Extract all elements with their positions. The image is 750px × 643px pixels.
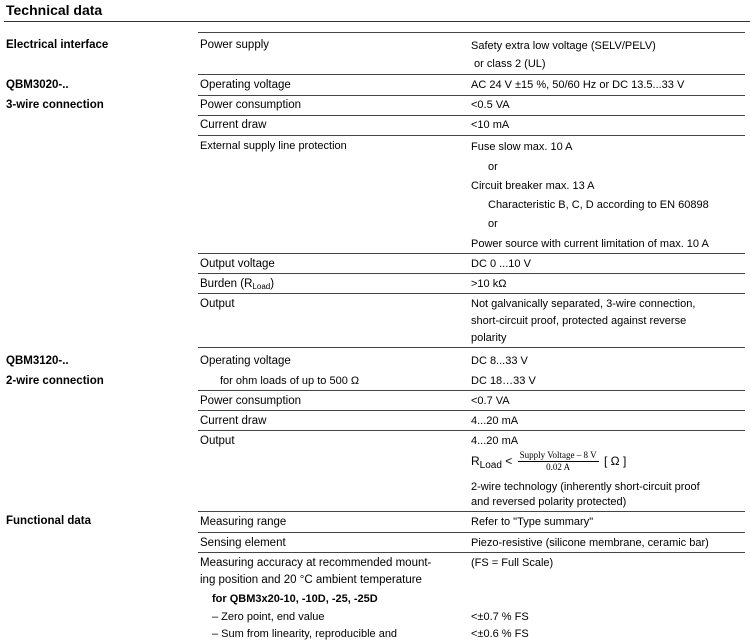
row-divider [198, 410, 745, 411]
section-qbm3120: QBM3120-.. [6, 355, 69, 367]
row-divider [198, 253, 745, 254]
label-accuracy-1: Measuring accuracy at recommended mount- [200, 557, 432, 569]
value-current-draw-2: 4...20 mA [471, 415, 519, 427]
value-output2-3: 2-wire technology (inherently short-circuit proof [471, 481, 700, 493]
label-accuracy-2: ing position and 20 °C ambient temperature [200, 574, 422, 586]
label-sum-linearity: – Sum from linearity, reproducible and [212, 628, 398, 640]
label-current-draw: Current draw [200, 119, 267, 131]
label-output-2: Output [200, 435, 235, 447]
value-protection-1: Fuse slow max. 10 A [471, 141, 573, 153]
label-measuring-range: Measuring range [200, 516, 287, 528]
value-burden: >10 kΩ [471, 278, 507, 290]
label-power-supply: Power supply [200, 39, 270, 51]
section-qbm3120-wire: 2-wire connection [6, 375, 104, 387]
title-rule [4, 21, 750, 22]
rload-subscript: Load [479, 460, 502, 471]
label-operating-voltage: Operating voltage [200, 79, 291, 91]
fraction-numerator: Supply Voltage – 8 V [519, 450, 597, 461]
value-accuracy: (FS = Full Scale) [471, 557, 554, 569]
value-power-supply-1: Safety extra low voltage (SELV/PELV) [471, 40, 656, 52]
label-external-protection: External supply line protection [200, 140, 347, 152]
value-output-3: polarity [471, 332, 507, 344]
value-power-consumption: <0.5 VA [471, 99, 510, 111]
value-current-draw: <10 mA [471, 119, 510, 131]
label-output-voltage: Output voltage [200, 258, 275, 270]
value-output-1: Not galvanically separated, 3-wire connection, [471, 298, 696, 310]
label-output: Output [200, 298, 235, 310]
rload-unit: [ Ω ] [603, 454, 627, 468]
row-divider [198, 95, 745, 96]
row-divider [198, 390, 745, 391]
rload-fraction [518, 450, 599, 473]
label-zero-point: – Zero point, end value [212, 611, 325, 623]
value-output2-4: and reversed polarity protected) [471, 496, 627, 508]
value-zero-point: <±0.7 % FS [471, 611, 529, 623]
label-models: for QBM3x20-10, -10D, -25, -25D [212, 593, 378, 605]
label-sensing-element: Sensing element [200, 537, 286, 549]
row-divider [198, 135, 745, 136]
row-divider [198, 552, 745, 553]
value-protection-4: Characteristic B, C, D according to EN 60898 [488, 199, 709, 211]
value-power-consumption-2: <0.7 VA [471, 395, 510, 407]
row-divider [198, 511, 745, 512]
row-divider [198, 74, 745, 75]
section-qbm3020-wire: 3-wire connection [6, 99, 104, 111]
section-qbm3020: QBM3020-.. [6, 79, 69, 91]
row-divider [198, 273, 745, 274]
value-protection-5: or [488, 218, 498, 230]
label-power-consumption: Power consumption [200, 99, 301, 111]
label-burden [200, 276, 274, 295]
row-divider [198, 293, 745, 294]
fraction-denominator: 0.02 A [546, 462, 571, 473]
value-sensing-element: Piezo-resistive (silicone membrane, ceramic bar) [471, 537, 709, 549]
value-power-supply-2: or class 2 (UL) [471, 58, 546, 70]
value-protection-3: Circuit breaker max. 13 A [471, 180, 595, 192]
row-divider [198, 430, 745, 431]
value-ohm-loads: DC 18…33 V [471, 375, 536, 387]
value-rload-formula [471, 448, 626, 479]
row-divider [198, 347, 745, 348]
row-divider [198, 32, 745, 33]
label-current-draw-2: Current draw [200, 415, 267, 427]
value-output-2: short-circuit proof, protected against reverse [471, 315, 687, 327]
row-divider [198, 532, 745, 533]
value-operating-voltage: AC 24 V ±15 %, 50/60 Hz or DC 13.5...33 V [471, 79, 685, 91]
label-operating-voltage-2: Operating voltage [200, 355, 291, 367]
value-operating-voltage-2: DC 8...33 V [471, 355, 528, 367]
section-electrical-interface: Electrical interface [6, 39, 109, 51]
page-title: Technical data [6, 2, 103, 18]
value-output-voltage: DC 0 ...10 V [471, 258, 531, 270]
value-sum-linearity: <±0.6 % FS [471, 628, 529, 640]
burden-suffix: ) [270, 278, 275, 290]
section-functional-data: Functional data [6, 515, 91, 527]
value-protection-6: Power source with current limitation of max. 10 A [471, 238, 709, 250]
burden-subscript: Load [252, 282, 271, 291]
label-ohm-loads: for ohm loads of up to 500 Ω [220, 375, 360, 387]
value-protection-2: or [488, 161, 498, 173]
row-divider [198, 115, 745, 116]
value-measuring-range: Refer to "Type summary" [471, 516, 594, 528]
burden-prefix: Burden (R [200, 278, 253, 290]
rload-prefix: R [471, 454, 480, 468]
label-power-consumption-2: Power consumption [200, 395, 301, 407]
value-output2-1: 4...20 mA [471, 435, 519, 447]
rload-lt: < [501, 454, 513, 468]
